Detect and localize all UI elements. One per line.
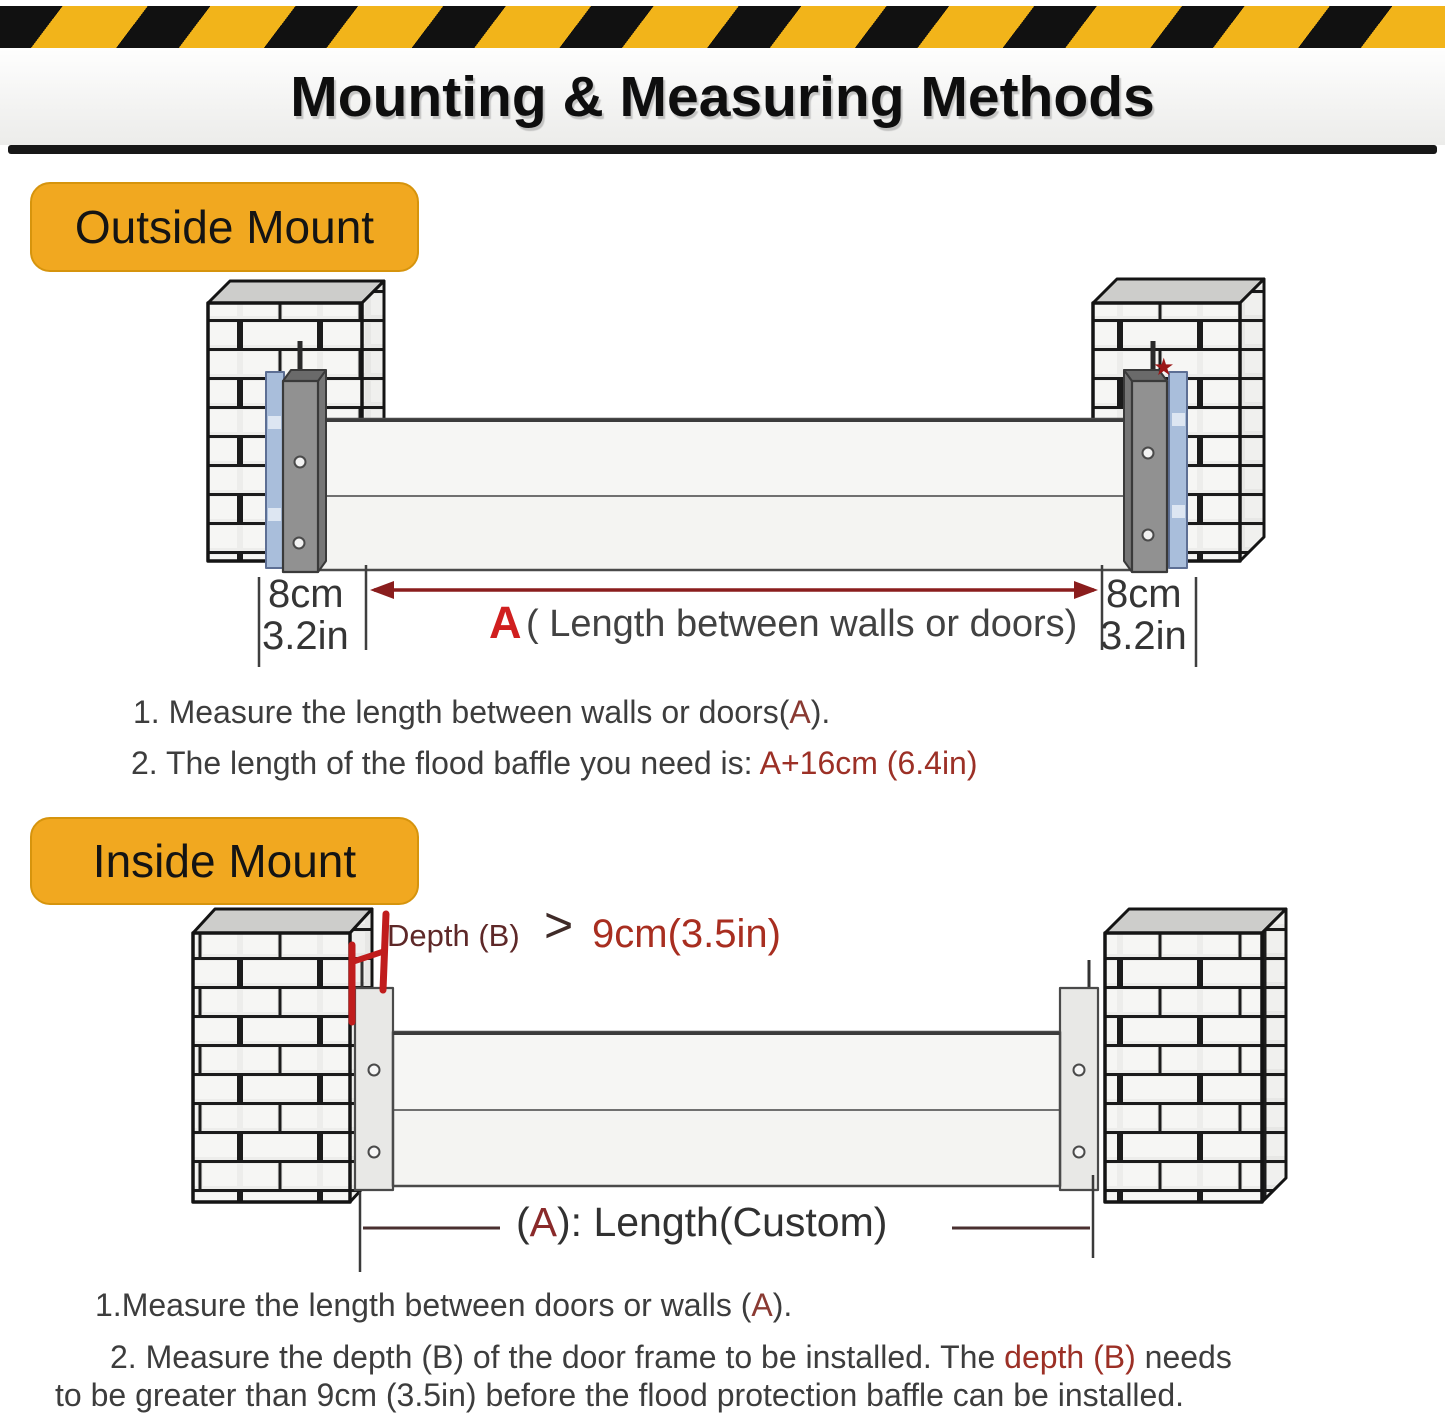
outside-left-bracket [266,370,326,572]
inside-step-1-end: ). [772,1287,793,1323]
inside-step-2-end: needs [1135,1339,1232,1375]
inside-step-2-line-1 [110,1340,1232,1375]
inside-mount-badge-label: Inside Mount [92,835,357,887]
inside-right-pillar [1105,909,1286,1202]
inside-step-1-text: 1.Measure the length between doors or walls ( [95,1287,752,1323]
inside-left-channel [355,960,393,1190]
star-marker-icon: ★ [1153,354,1175,381]
inside-step-2-text: 2. Measure the depth (B) of the door frame to be installed. The [110,1339,1005,1375]
inside-left-pillar [193,909,372,1202]
inside-step-2-continuation: to be greater than 9cm (3.5in) before the flood protection baffle can be installed. [55,1377,1185,1413]
outside-right-bracket [1124,354,1187,572]
inside-step-2-depth: depth (B) [1004,1339,1136,1375]
outside-step-2 [131,746,978,781]
length-a-label: A [489,597,522,648]
outside-step-2-formula: A+16cm (6.4in) [759,745,978,781]
outside-mount-badge-label: Outside Mount [74,201,375,253]
outside-right-in-label: 3.2in [1100,614,1187,658]
flood-barrier-panel-outside [318,419,1130,570]
outside-step-1 [133,695,830,730]
inside-step-1-a: A [751,1287,773,1323]
inside-step-2-line-2 [55,1378,1184,1413]
depth-b-label: Depth (B) [387,918,520,953]
length-description-label: ( Length between walls or doors) [526,603,1078,645]
inside-length-a: A [529,1199,558,1245]
greater-than-sign: > [544,897,574,953]
outside-step-1-a: A [789,694,811,730]
outside-left-cm-label: 8cm [268,572,344,616]
length-arrow [370,581,1098,599]
outside-step-1-end: ). [810,694,831,730]
inside-right-channel [1060,960,1098,1190]
outside-step-1-text: 1. Measure the length between walls or doors( [133,694,790,730]
outside-mount-badge [30,182,419,272]
inside-mount-badge [30,817,419,905]
page-title: Mounting & Measuring Methods [290,64,1155,129]
outside-right-cm-label: 8cm [1106,572,1182,616]
outside-left-in-label: 3.2in [262,614,349,658]
flood-barrier-panel-inside [393,1032,1060,1186]
inside-length-pre: ( [516,1199,530,1245]
outside-step-2-text: 2. The length of the flood baffle you need is: [131,745,760,781]
inside-step-1 [95,1288,792,1323]
inside-length-label [516,1200,887,1245]
inside-length-post: ): Length(Custom) [557,1199,888,1245]
depth-value-label: 9cm(3.5in) [592,912,781,956]
